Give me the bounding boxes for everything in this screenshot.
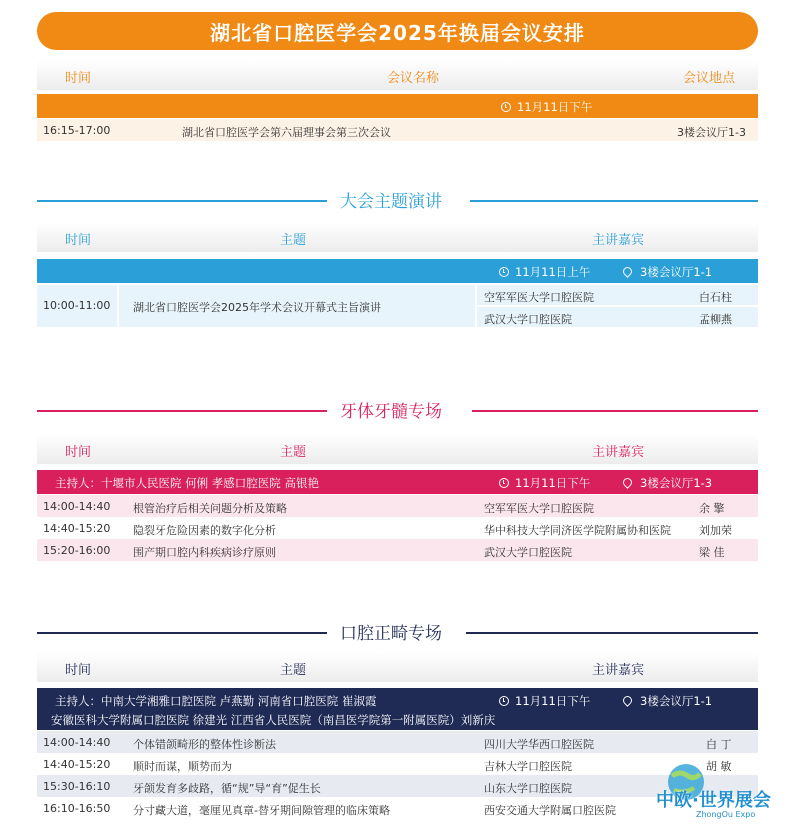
- row-org: 华中科技大学同济医学院附属协和医院: [484, 524, 671, 537]
- table-row: [37, 731, 758, 753]
- row-time: 15:20-16:00: [43, 544, 111, 557]
- row-time: 14:40-15:20: [43, 522, 111, 535]
- divider-left: [37, 410, 327, 412]
- header-meeting-name: 会议名称: [387, 71, 440, 86]
- row-time: 15:30-16:10: [43, 780, 111, 793]
- session-place: 3楼会议厅1-1: [640, 265, 713, 279]
- row-topic: 分寸藏大道，毫厘见真章-替牙期间隙管理的临床策略: [133, 804, 390, 817]
- header-speaker: 主讲嘉宾: [592, 445, 645, 460]
- session-time: 11月11日下午: [515, 694, 591, 708]
- row-speaker: 梁 佳: [699, 546, 725, 559]
- row-place: 3楼会议厅1-3: [677, 126, 746, 139]
- session-host: 主持人：中南大学湘雅口腔医院 卢燕勤 河南省口腔医院 崔淑霞: [55, 694, 377, 708]
- divider-left: [37, 632, 327, 634]
- row-org: 吉林大学口腔医院: [484, 760, 572, 773]
- speaker-org: 空军军医大学口腔医院: [484, 291, 594, 304]
- table-row: [37, 753, 758, 775]
- row-time: 10:00-11:00: [43, 299, 111, 312]
- header-time: 时间: [65, 445, 92, 460]
- row-org: 山东大学口腔医院: [484, 782, 572, 795]
- row-time: 16:10-16:50: [43, 802, 111, 815]
- row-topic: 个体错颌畸形的整体性诊断法: [133, 738, 276, 751]
- clock-icon: [499, 267, 509, 277]
- row-time: 16:15-17:00: [43, 124, 111, 137]
- logo-text: 中欧·世界展会: [656, 790, 771, 811]
- header-topic: 主题: [280, 445, 307, 460]
- row-time: 14:40-15:20: [43, 758, 111, 771]
- location-icon: [621, 694, 634, 707]
- page-title: 湖北省口腔医学会2025年换届会议安排: [37, 12, 758, 50]
- row-topic: 湖北省口腔医学会2025年学术会议开幕式主旨演讲: [133, 301, 381, 314]
- row-org: 空军军医大学口腔医院: [484, 502, 594, 515]
- session-bar: [37, 470, 758, 494]
- table-row: [37, 775, 758, 797]
- header-time: 时间: [65, 663, 92, 678]
- row-time: 14:00-14:40: [43, 736, 111, 749]
- header-speaker: 主讲嘉宾: [592, 233, 645, 248]
- divider-left: [37, 200, 327, 202]
- table-header: [37, 222, 758, 252]
- speaker-name: 孟柳燕: [699, 313, 732, 326]
- header-time: 时间: [65, 233, 92, 248]
- speaker-org: 武汉大学口腔医院: [484, 313, 572, 326]
- location-icon: [621, 476, 634, 489]
- row-speaker: 胡 敏: [706, 760, 732, 773]
- table-header: [37, 652, 758, 682]
- row-time: 14:00-14:40: [43, 500, 111, 513]
- divider-right: [472, 410, 758, 412]
- header-time: 时间: [65, 71, 92, 86]
- session-place: 3楼会议厅1-3: [640, 476, 713, 490]
- session-bar: [37, 688, 758, 730]
- row-topic: 隐裂牙危险因素的数字化分析: [133, 524, 276, 537]
- row-org: 西安交通大学附属口腔医院: [484, 804, 616, 817]
- table-row: [37, 797, 758, 819]
- divider-right: [470, 200, 758, 202]
- row-org: 四川大学华西口腔医院: [484, 738, 594, 751]
- clock-icon: [499, 696, 509, 706]
- row-speaker: 刘加荣: [699, 524, 732, 537]
- header-speaker: 主讲嘉宾: [592, 663, 645, 678]
- session-time: 11月11日下午: [515, 476, 591, 490]
- section-title-orthodontics: 口腔正畸专场: [332, 619, 450, 644]
- row-name: 湖北省口腔医学会第六届理事会第三次会议: [182, 126, 391, 139]
- table-header: [37, 60, 758, 90]
- section-title-keynote: 大会主题演讲: [332, 187, 450, 212]
- header-topic: 主题: [280, 233, 307, 248]
- row-topic: 牙颌发育多歧路，循“规”导“育”促生长: [133, 782, 321, 795]
- session-bar: [37, 94, 758, 118]
- table-row: [37, 495, 758, 517]
- clock-icon: [499, 478, 509, 488]
- table-row: [37, 285, 758, 327]
- session-time: 11月11日上午: [515, 265, 591, 279]
- session-time: 11月11日下午: [517, 100, 593, 114]
- section-title-endodontics: 牙体牙髓专场: [332, 397, 450, 422]
- speaker-name: 白石柱: [699, 291, 732, 304]
- logo-subtext: ZhongOu Expo: [696, 810, 756, 819]
- table-row: [37, 539, 758, 561]
- divider-right: [466, 632, 758, 634]
- header-topic: 主题: [280, 663, 307, 678]
- row-topic: 根管治疗后相关问题分析及策略: [133, 502, 287, 515]
- session-place: 3楼会议厅1-1: [640, 694, 713, 708]
- session-host: 主持人：十堰市人民医院 何俐 孝感口腔医院 高银艳: [55, 476, 319, 490]
- row-topic: 顺时而谋，顺势而为: [133, 760, 232, 773]
- session-bar: [37, 259, 758, 283]
- row-org: 武汉大学口腔医院: [484, 546, 572, 559]
- location-icon: [621, 265, 634, 278]
- row-topic: 围产期口腔内科疾病诊疗原则: [133, 546, 276, 559]
- header-location: 会议地点: [683, 71, 736, 86]
- table-row: [37, 119, 758, 141]
- zhongou-expo-logo: [652, 760, 792, 830]
- row-speaker: 白 丁: [706, 738, 732, 751]
- table-header: [37, 434, 758, 464]
- clock-icon: [501, 102, 511, 112]
- row-speaker: 余 擎: [699, 502, 725, 515]
- session-host: 安徽医科大学附属口腔医院 徐建光 江西省人民医院（南昌医学院第一附属医院）刘新庆: [51, 713, 496, 727]
- table-row: [37, 517, 758, 539]
